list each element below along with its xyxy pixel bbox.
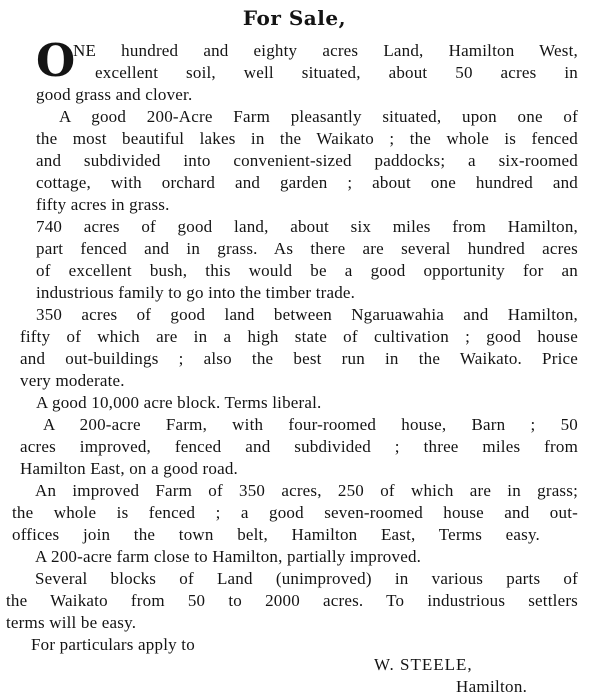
advert-line: For particulars apply to bbox=[31, 635, 195, 654]
signature-name: W. STEELE, bbox=[374, 655, 473, 674]
advert-line: acres improved, fenced and subdivided ; three miles from bbox=[20, 437, 578, 456]
advert-line: An improved Farm of 350 acres, 250 of which are in grass; bbox=[35, 481, 578, 500]
signature-place: Hamilton. bbox=[456, 677, 528, 696]
advert-line: cottage, with orchard and garden ; about one hundred and bbox=[36, 173, 578, 192]
advert-line: the whole is fenced ; a good seven-roomed house and out- bbox=[12, 503, 578, 522]
drop-cap-letter: O bbox=[36, 34, 76, 87]
advert-line: fifty of which are in a high state of cultivation ; good house bbox=[20, 327, 578, 346]
advert-line: 740 acres of good land, about six miles from Hamilton, bbox=[36, 217, 578, 236]
advert-line: fifty acres in grass. bbox=[36, 195, 170, 214]
advert-line: offices join the town belt, Hamilton East, Terms easy. bbox=[12, 525, 540, 544]
advert-line: industrious family to go into the timber trade. bbox=[36, 283, 356, 302]
advert-line: terms will be easy. bbox=[6, 613, 137, 632]
advert-line: part fenced and in grass. As there are several hundred acres bbox=[36, 239, 578, 258]
advert-line: and out-buildings ; also the best run in the Waikato. Price bbox=[20, 349, 578, 368]
advert-line: NE hundred and eighty acres Land, Hamilton West, bbox=[73, 41, 578, 60]
advert-line: A good 10,000 acre block. Terms liberal. bbox=[36, 393, 322, 412]
advert-line: A 200-acre Farm, with four-roomed house, Barn ; 50 bbox=[43, 415, 578, 434]
advert-line: A good 200-Acre Farm pleasantly situated, upon one of bbox=[59, 107, 578, 126]
advert-line: the most beautiful lakes in the Waikato ; the whole is fenced bbox=[36, 129, 578, 148]
advert-line: of excellent bush, this would be a good opportunity for an bbox=[36, 261, 578, 280]
advert-line: 350 acres of good land between Ngaruawahia and Hamilton, bbox=[36, 305, 578, 324]
advert-line: and subdivided into convenient-sized paddocks; a six-roomed bbox=[36, 151, 578, 170]
advert-line: very moderate. bbox=[20, 371, 125, 390]
advert-title: For Sale, bbox=[242, 6, 347, 30]
advert-line: excellent soil, well situated, about 50 acres in bbox=[95, 63, 578, 82]
advert-line: A 200-acre farm close to Hamilton, partially improved. bbox=[35, 547, 422, 566]
advert-line: the Waikato from 50 to 2000 acres. To industrious settlers bbox=[6, 591, 578, 610]
advert-line: good grass and clover. bbox=[36, 85, 193, 104]
advert-line: Hamilton East, on a good road. bbox=[20, 459, 238, 478]
advert-line: Several blocks of Land (unimproved) in various parts of bbox=[35, 569, 578, 588]
